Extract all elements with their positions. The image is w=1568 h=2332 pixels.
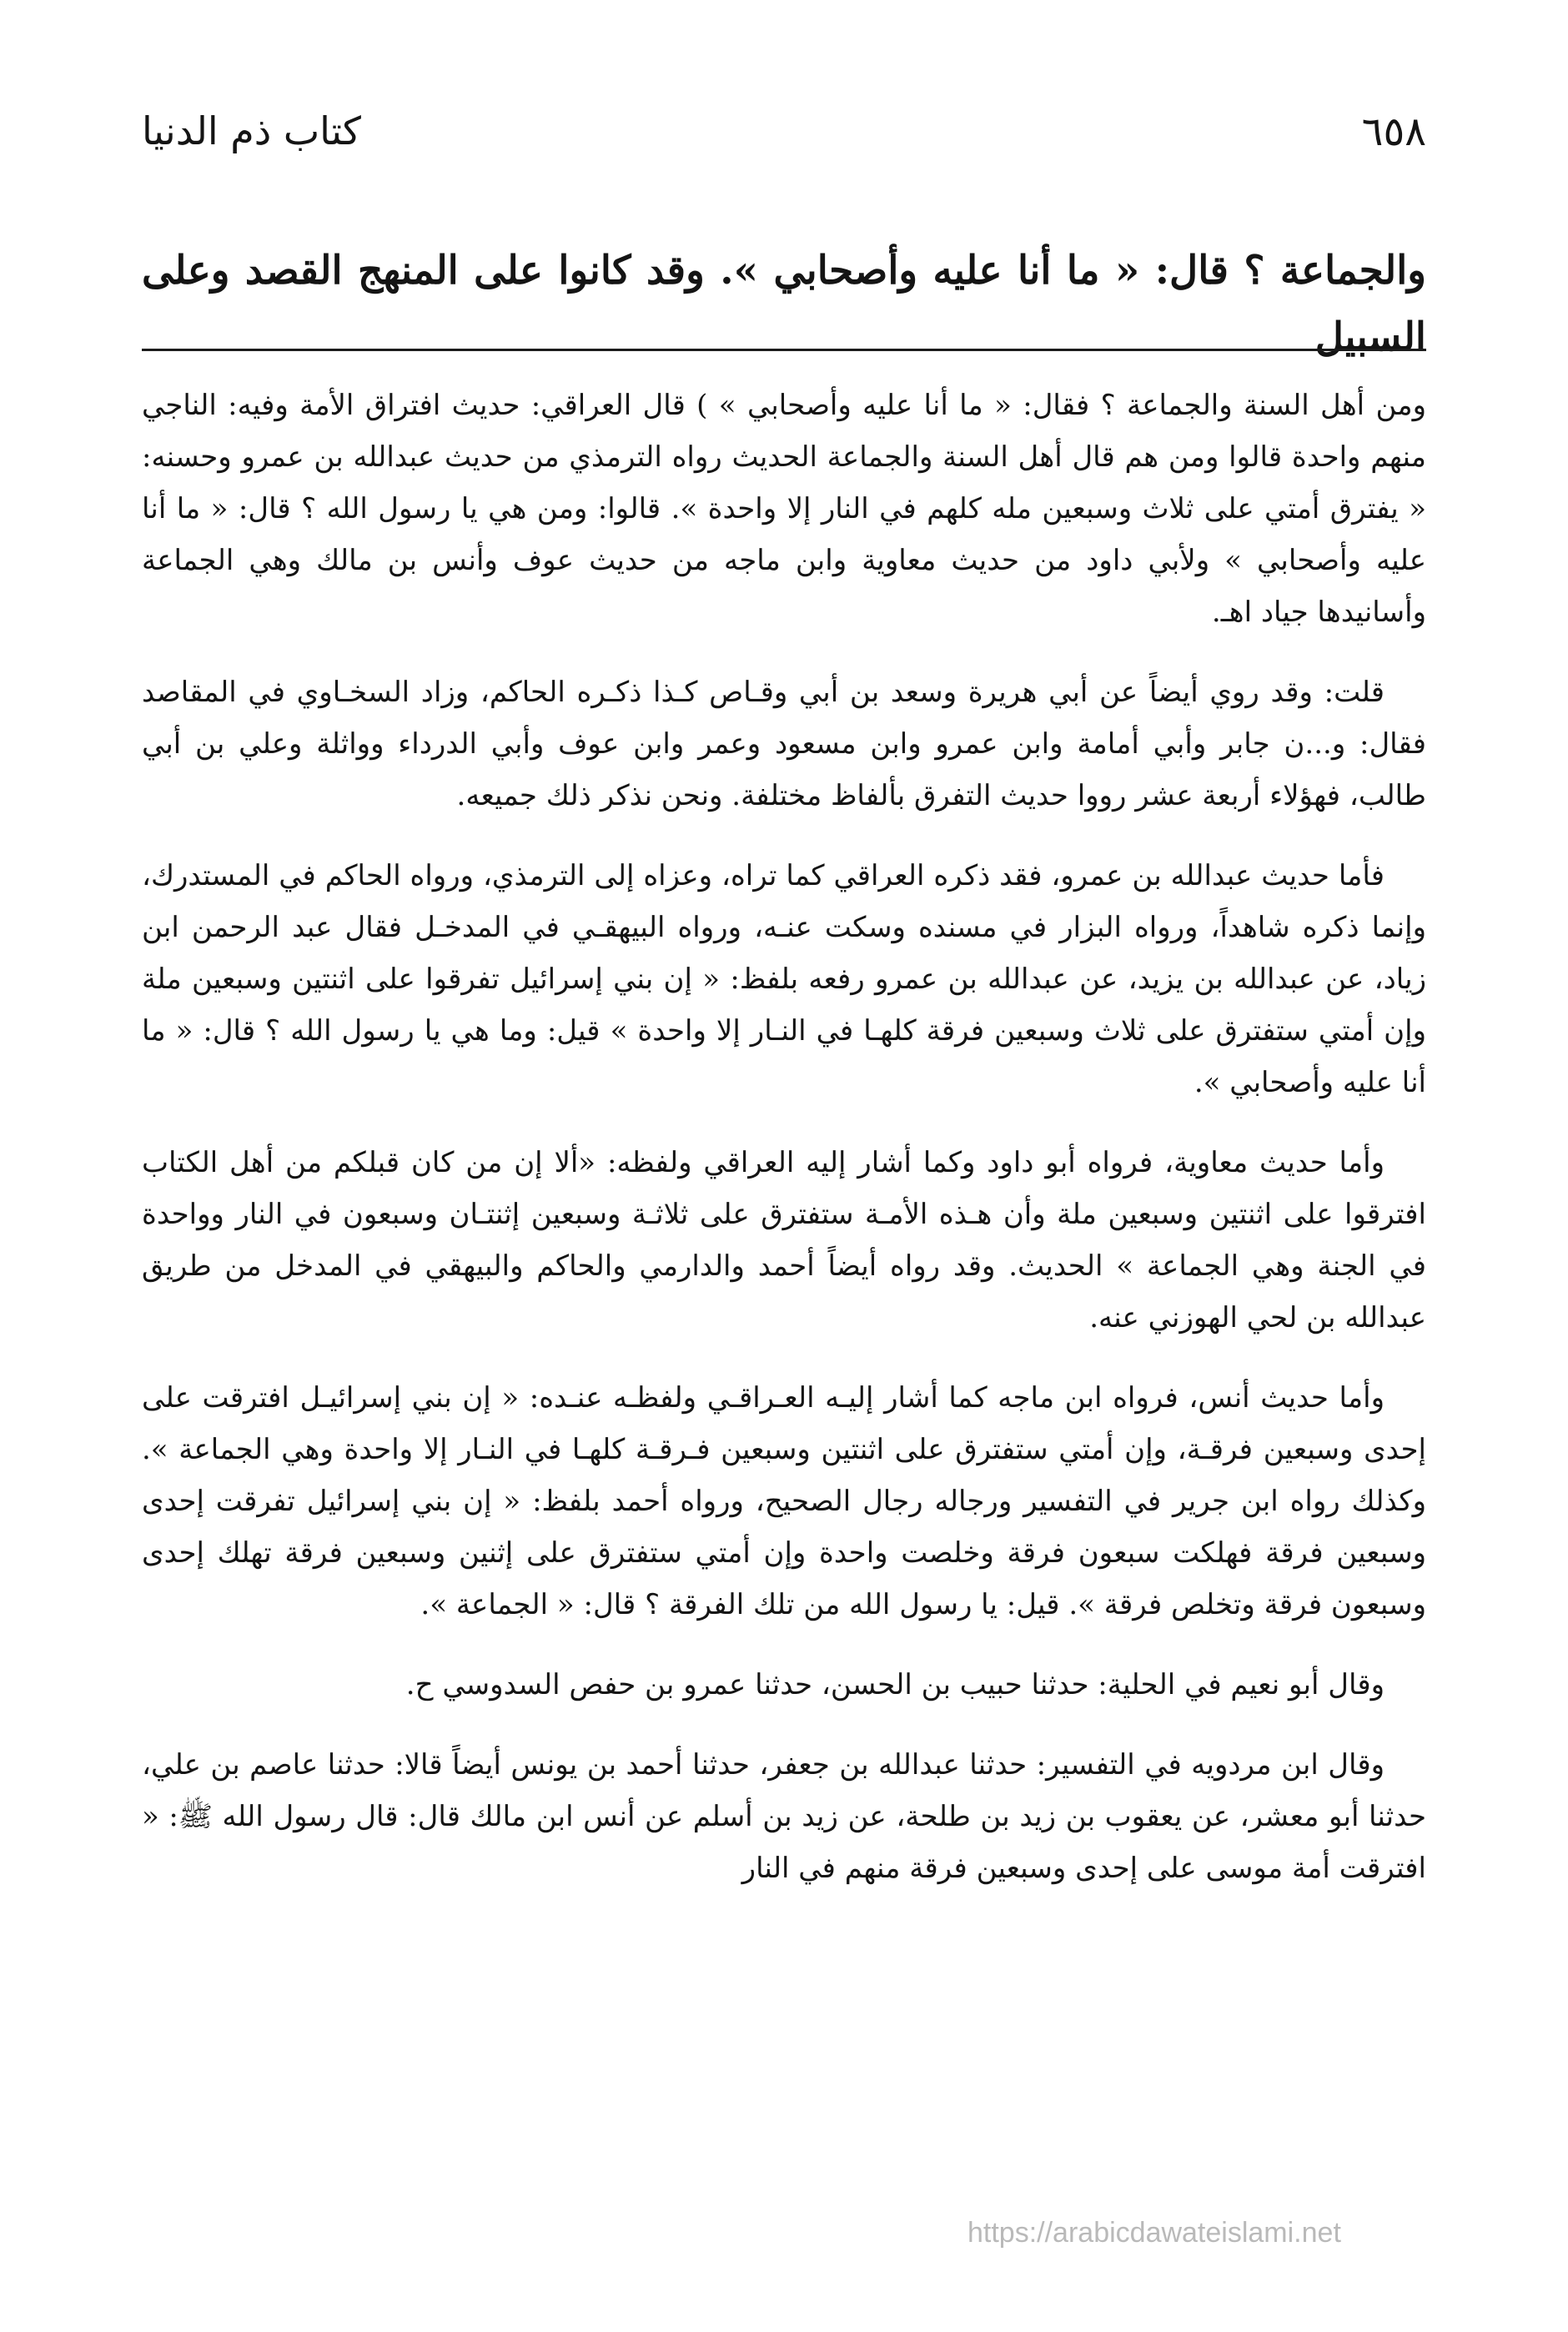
footnote-divider xyxy=(142,349,1426,351)
footnotes xyxy=(142,379,1426,1922)
note-paragraph-7: وقال ابن مردويه في التفسير: حدثنا عبدالله بن جعفر، حدثنا أحمد بن يونس أيضاً قالا: حدثنا عاصم بن علي، حدثنا أبو معشر، عن يعقوب بن زيد بن طلحة، عن زيد بن أسلم عن أنس ابن مالك قال: قال رسول الله ﷺ: « افترقت أمة موسى على إحدى وسبعين فرقة منهم في النار xyxy=(142,1748,1426,1885)
book-title: كتاب ذم الدنيا xyxy=(142,108,361,153)
note-paragraph-2: قلت: وقد روي أيضاً عن أبي هريرة وسعد بن أبي وقـاص كـذا ذكـره الحاكم، وزاد السخـاوي في المقاصد فقال: و...ن جابر وأبي أمامة وابن عمرو وابن مسعود وعمر وابن عوف وأبي الدرداء وواثلة وعلي بن أبي طالب، فهؤلاء أربعة عشر رووا حديث التفرق بألفاظ مختلفة. ونحن نذكر ذلك جميعه. xyxy=(142,676,1426,812)
note-paragraph-4: وأما حديث معاوية، فرواه أبو داود وكما أشار إليه العراقي ولفظه: «ألا إن من كان قبلكم من أهل الكتاب افترقوا على اثنتين وسبعين ملة وأن هـذه الأمـة ستفترق على ثلاثـة وسبعين إثنتـان وسبعون في النار وواحدة في الجنة وهي الجماعة » الحديث. وقد رواه أيضاً أحمد والدارمي والحاكم والبيهقي في المدخل من طريق عبدالله بن لحي الهوزني عنه. xyxy=(142,1146,1426,1334)
watermark-url: https://arabicdawateislami.net xyxy=(967,2217,1341,2249)
page-number: ٦٥٨ xyxy=(1361,108,1426,155)
main-text: والجماعة ؟ قال: « ما أنا عليه وأصحابي ». وقد كانوا على المنهج القصد وعلى السبيل xyxy=(142,248,1426,360)
note-paragraph-6: وقال أبو نعيم في الحلية: حدثنا حبيب بن الحسن، حدثنا عمرو بن حفص السدوسي ح. xyxy=(405,1668,1385,1701)
note-paragraph-5: وأما حديث أنس، فرواه ابن ماجه كما أشار إليـه العـراقـي ولفظـه عنـده: « إن بني إسرائيـل افترقت على إحدى وسبعين فرقـة، وإن أمتي ستفترق على اثنتين وسبعين فـرقـة كلهـا في النـار إلا واحدة وهي الجماعة ». وكذلك رواه ابن جرير في التفسير ورجاله رجال الصحيح، ورواه أحمد بلفظ: « إن بني إسرائيل تفرقت إحدى وسبعين فرقة فهلكت سبعون فرقة وخلصت واحدة وإن أمتي ستفترق على إثنين وسبعين فرقة تهلك إحدى وسبعون فرقة وتخلص فرقة ». قيل: يا رسول الله من تلك الفرقة ؟ قال: « الجماعة ». xyxy=(142,1381,1426,1621)
note-paragraph-3: فأما حديث عبدالله بن عمرو، فقد ذكره العراقي كما تراه، وعزاه إلى الترمذي، ورواه الحاكم في المستدرك، وإنما ذكره شاهداً، ورواه البزار في مسنده وسكت عنـه، ورواه البيهقـي في المدخـل فقال عبد الرحمن ابن زياد، عن عبدالله بن يزيد، عن عبدالله بن عمرو رفعه بلفظ: « إن بني إسرائيل تفرقوا على اثنتين وسبعين ملة وإن أمتي ستفترق على ثلاث وسبعين فرقة كلهـا في النـار إلا واحدة » قيل: وما هي يا رسول الله ؟ قال: « ما أنا عليه وأصحابي ». xyxy=(142,859,1426,1099)
note-paragraph-1: ومن أهل السنة والجماعة ؟ فقال: « ما أنا عليه وأصحابي » ) قال العراقي: حديث افتراق الأمة وفيه: الناجي منهم واحدة قالوا ومن هم قال أهل السنة والجماعة الحديث رواه الترمذي من حديث عبدالله بن عمرو وحسنه: « يفترق أمتي على ثلاث وسبعين مله كلهم في النار إلا واحدة ». قالوا: ومن هي يا رسول الله ؟ قال: « ما أنا عليه وأصحابي » ولأبي داود من حديث معاوية وابن ماجه من حديث عوف وأنس بن مالك وهي الجماعة وأسانيدها جياد اهـ. xyxy=(142,389,1426,629)
page-header xyxy=(142,108,1426,183)
